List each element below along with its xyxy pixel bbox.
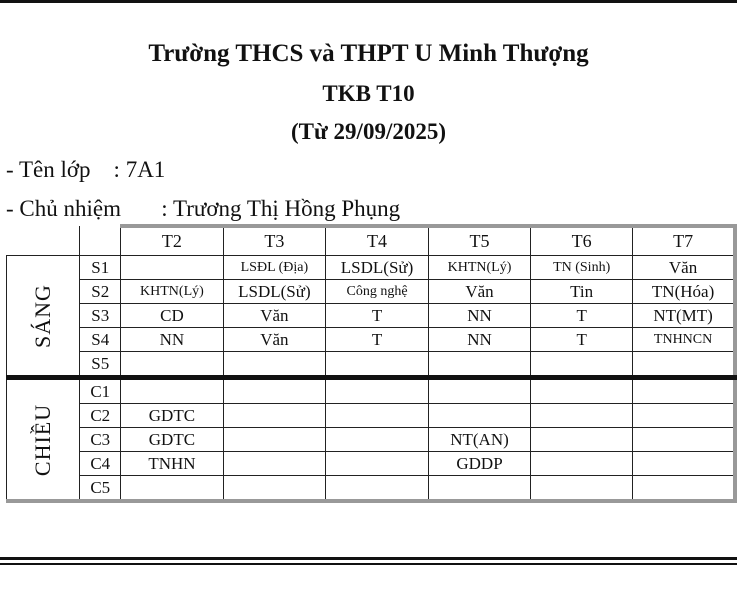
timetable-cell <box>326 352 429 378</box>
timetable-cell: KHTN(Lý) <box>121 280 223 304</box>
timetable-table <box>6 224 737 503</box>
timetable-cell <box>531 404 633 428</box>
timetable-cell <box>531 452 633 476</box>
timetable-cell <box>326 404 429 428</box>
period-label: S5 <box>80 352 121 378</box>
timetable-cell <box>326 476 429 502</box>
day-header: T4 <box>326 226 429 256</box>
timetable-cell <box>531 428 633 452</box>
timetable-cell: KHTN(Lý) <box>428 256 530 280</box>
top-border <box>0 0 737 3</box>
timetable-title: TKB T10 <box>322 81 415 106</box>
day-header: T2 <box>121 226 223 256</box>
morning-session-label: SÁNG <box>7 256 80 378</box>
timetable-cell <box>633 452 735 476</box>
timetable-cell <box>326 378 429 404</box>
timetable-date: (Từ 29/09/2025) <box>291 119 446 144</box>
timetable-cell: T <box>531 328 633 352</box>
table-row <box>7 256 736 280</box>
period-label: S2 <box>80 280 121 304</box>
table-row <box>7 476 736 502</box>
timetable-cell: Văn <box>428 280 530 304</box>
timetable-cell: Văn <box>633 256 735 280</box>
timetable-cell <box>121 256 223 280</box>
afternoon-session-label: CHIỀU <box>7 378 80 502</box>
timetable-cell <box>223 428 326 452</box>
bottom-border <box>0 557 737 560</box>
timetable-container <box>6 224 737 503</box>
timetable-cell <box>633 352 735 378</box>
timetable-cell <box>121 476 223 502</box>
timetable-cell <box>633 476 735 502</box>
timetable-cell: TN (Sinh) <box>531 256 633 280</box>
timetable-cell: Công nghệ <box>326 280 429 304</box>
day-header: T7 <box>633 226 735 256</box>
timetable-cell <box>121 378 223 404</box>
timetable-cell <box>531 378 633 404</box>
timetable-cell <box>223 452 326 476</box>
period-label: C5 <box>80 476 121 502</box>
bottom-border <box>0 563 737 565</box>
table-row <box>7 352 736 378</box>
timetable-cell: T <box>326 328 429 352</box>
day-header: T3 <box>223 226 326 256</box>
day-header: T6 <box>531 226 633 256</box>
table-row <box>7 304 736 328</box>
timetable-cell: Tin <box>531 280 633 304</box>
timetable-cell: LSĐL (Địa) <box>223 256 326 280</box>
timetable-cell: NN <box>121 328 223 352</box>
table-row <box>7 328 736 352</box>
day-header-row <box>7 226 736 256</box>
header-corner <box>7 226 80 256</box>
timetable-cell <box>428 404 530 428</box>
table-row <box>7 280 736 304</box>
timetable-cell <box>223 352 326 378</box>
timetable-cell: NT(MT) <box>633 304 735 328</box>
timetable-cell <box>326 452 429 476</box>
table-row <box>7 428 736 452</box>
school-name: Trường THCS và THPT U Minh Thượng <box>148 40 589 67</box>
timetable-cell: NT(AN) <box>428 428 530 452</box>
period-label: C1 <box>80 378 121 404</box>
timetable-cell <box>633 404 735 428</box>
timetable-cell <box>428 476 530 502</box>
header-corner <box>80 226 121 256</box>
timetable-cell <box>428 378 530 404</box>
table-row <box>7 378 736 404</box>
timetable-cell <box>428 352 530 378</box>
timetable-cell: LSDL(Sử) <box>326 256 429 280</box>
timetable-cell: T <box>326 304 429 328</box>
period-label: S1 <box>80 256 121 280</box>
timetable-cell <box>223 404 326 428</box>
timetable-cell: TN(Hóa) <box>633 280 735 304</box>
timetable-cell: GDDP <box>428 452 530 476</box>
period-label: S4 <box>80 328 121 352</box>
timetable-cell <box>633 378 735 404</box>
timetable-cell: GDTC <box>121 404 223 428</box>
period-label: C4 <box>80 452 121 476</box>
timetable-cell: TNHNCN <box>633 328 735 352</box>
table-row <box>7 404 736 428</box>
day-header: T5 <box>428 226 530 256</box>
timetable-cell <box>531 352 633 378</box>
period-label: S3 <box>80 304 121 328</box>
timetable-cell: GDTC <box>121 428 223 452</box>
timetable-cell: CD <box>121 304 223 328</box>
timetable-cell <box>121 352 223 378</box>
timetable-cell: NN <box>428 328 530 352</box>
timetable-cell: T <box>531 304 633 328</box>
timetable-cell <box>326 428 429 452</box>
timetable-cell: NN <box>428 304 530 328</box>
period-label: C3 <box>80 428 121 452</box>
timetable-cell <box>223 378 326 404</box>
timetable-cell: LSDL(Sử) <box>223 280 326 304</box>
timetable-cell <box>633 428 735 452</box>
table-row <box>7 452 736 476</box>
timetable-cell <box>223 476 326 502</box>
class-name-line: - Tên lớp : 7A1 <box>6 157 166 182</box>
timetable-cell <box>531 476 633 502</box>
timetable-cell: Văn <box>223 304 326 328</box>
timetable-cell: TNHN <box>121 452 223 476</box>
homeroom-teacher-line: - Chủ nhiệm : Trương Thị Hồng Phụng <box>6 196 401 221</box>
period-label: C2 <box>80 404 121 428</box>
timetable-cell: Văn <box>223 328 326 352</box>
